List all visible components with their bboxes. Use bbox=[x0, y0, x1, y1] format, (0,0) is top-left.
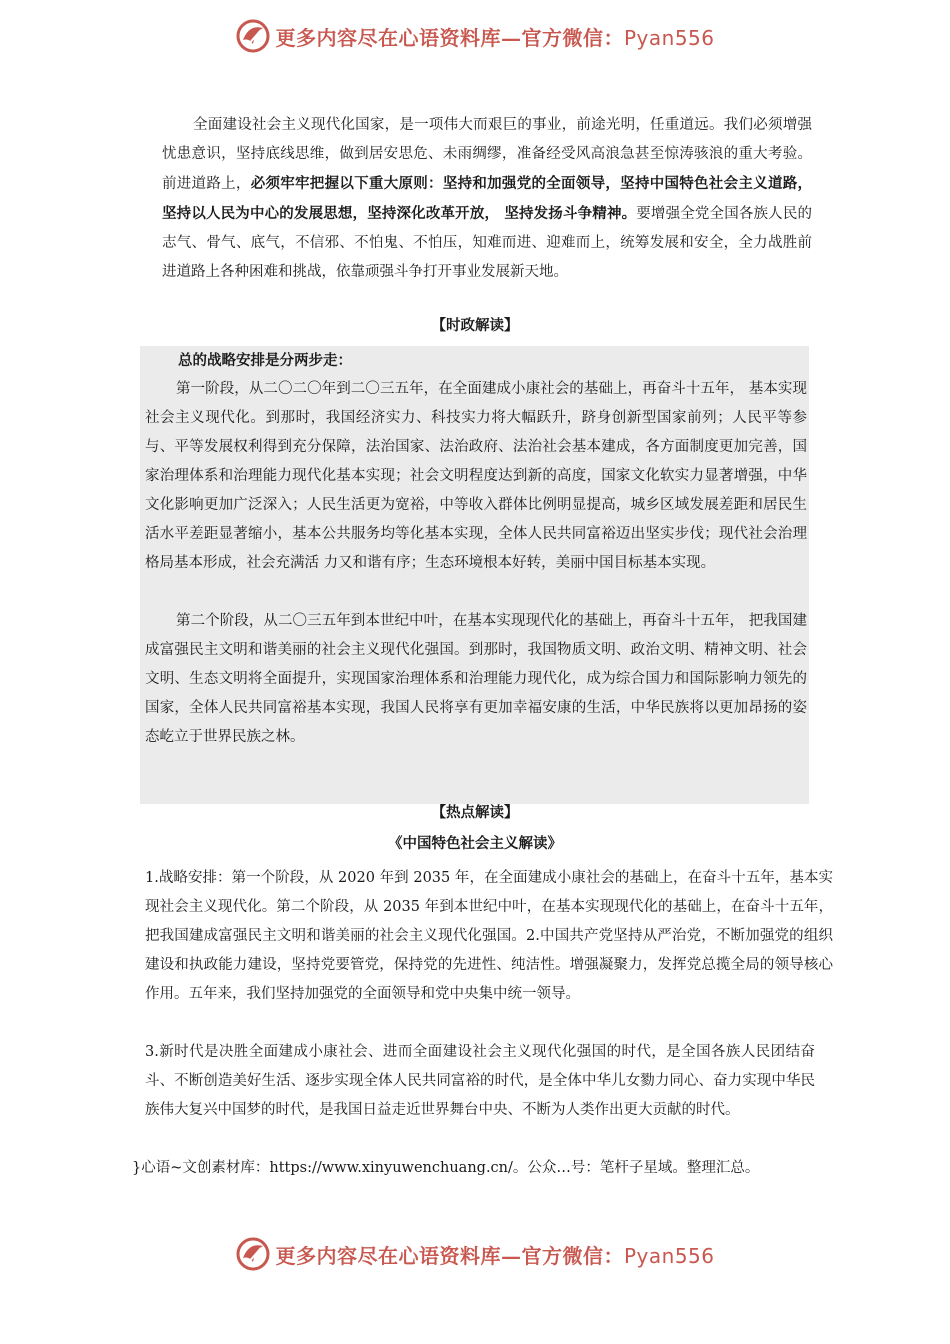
hot-reading-heading: 【热点解读】 bbox=[431, 804, 519, 821]
stage-one-paragraph: 第一阶段，从二〇二〇年到二〇三五年，在全面建成小康社会的基础上，再奋斗十五年， 基本实现社会主义现代化。到那时，我国经济实力、科技实力将大幅跃升，跻身创新型国家前列；人民平等参与、平等发展权利得到充分保障，法治国家、法治政府、法治社会基本建成，各方面制度更加完善，国家治理体系和治理能力现代化基本实现；社会文明程度达到新的高度，国家文化软实力显著增强，中华文化影响更加广泛深入；人民生活更为宽裕，中等收入群体比例明显提高，城乡区域发展差距和居民生活水平差距显著缩小，基本公共服务均等化基本实现，全体人民共同富裕迈出坚实步伐；现代社会治理格局基本形成，社会充满活 力又和谐有序；生态环境根本好转，美丽中国目标基本实现。 bbox=[145, 381, 807, 571]
banner-text: 更多内容尽在心语资料库—官方微信：Pyan556 bbox=[275, 25, 715, 50]
header-banner bbox=[0, 14, 950, 58]
footer-banner bbox=[0, 1232, 950, 1276]
intro-tail: 要增强全党全国各族人民的志气、骨气、底气，不信邪、不怕鬼、不怕压，知难而进、迎难而上，统筹发展和安全，全力战胜前进道路上各种困难和挑战，依靠顽强斗争打开事业发展新天地。 bbox=[162, 206, 813, 280]
stage-two-paragraph: 第二个阶段，从二〇三五年到本世纪中叶，在基本实现现代化的基础上，再奋斗十五年， 把我国建成富强民主文明和谐美丽的社会主义现代化强国。到那时，我国物质文明、政治文明、精神文明、社会文明、生态文明将全面提升，实现国家治理体系和治理能力现代化，成为综合国力和国际影响力领先的国家，全体人民共同富裕基本实现，我国人民将享有更加幸福安康的生活，中华民族将以更加昂扬的姿态屹立于世界民族之林。 bbox=[145, 613, 807, 745]
intro-lead: 全面建设社会主义现代化国家，是一项伟大而艰巨的事业，前途光明，任重道远。我们必须增强忧患意识，坚持底线思维，做到居安思危、未雨绸缪，准备经受风高浪急甚至惊涛骇浪的重大考验。前进道路上， bbox=[162, 117, 812, 192]
wechat-id: Pyan556 bbox=[623, 1243, 715, 1268]
book-title: 《中国特色社会主义解读》 bbox=[388, 835, 562, 852]
intro-paragraph bbox=[162, 111, 812, 287]
banner-text: 更多内容尽在心语资料库—官方微信：Pyan556 bbox=[275, 1243, 715, 1268]
news-reading-heading: 【时政解读】 bbox=[431, 317, 519, 334]
strategy-lead: 总的战略安排是分两步走： bbox=[178, 352, 352, 369]
source-note: }心语~文创素材库：https://www.xinyuwenchuang.cn/。公众…号：笔杆子星域。整理汇总。 bbox=[132, 1160, 760, 1176]
brand-logo-icon bbox=[235, 1236, 271, 1272]
hot-reading-item-3: 3.新时代是决胜全面建成小康社会、进而全面建设社会主义现代化强国的时代，是全国各族人民团结奋斗、不断创造美好生活、逐步实现全体人民共同富裕的时代，是全体中华儿女勠力同心、奋力实现中华民族伟大复兴中国梦的时代，是我国日益走近世界舞台中央、不断为人类作出更大贡献的时代。 bbox=[145, 1044, 815, 1118]
intro-bold-principles: 必须牢牢把握以下重大原则：坚持和加强党的全面领导，坚持中国特色社会主义道路，坚持以人民为中心的发展思想，坚持深化改革开放， 坚持发扬斗争精神。 bbox=[162, 175, 813, 222]
hot-reading-item-1-2: 1.战略安排：第一个阶段，从 2020 年到 2035 年，在全面建成小康社会的基础上，在奋斗十五年，基本实现社会主义现代化。第二个阶段，从 2035 年到本世纪中叶，在基本实现现代化的基础上，在奋斗十五年，把我国建成富强民主文明和谐美丽的社会主义现代化强国。2.中国共产党坚持从严治党，不断加强党的组织建设和执政能力建设，坚持党要管党，保持党的先进性、纯洁性。增强凝聚力，发挥党总揽全局的领导核心作用。五年来，我们坚持加强党的全面领导和党中央集中统一领导。 bbox=[145, 870, 833, 1002]
brand-logo-icon bbox=[235, 18, 271, 54]
wechat-id: Pyan556 bbox=[623, 25, 715, 50]
